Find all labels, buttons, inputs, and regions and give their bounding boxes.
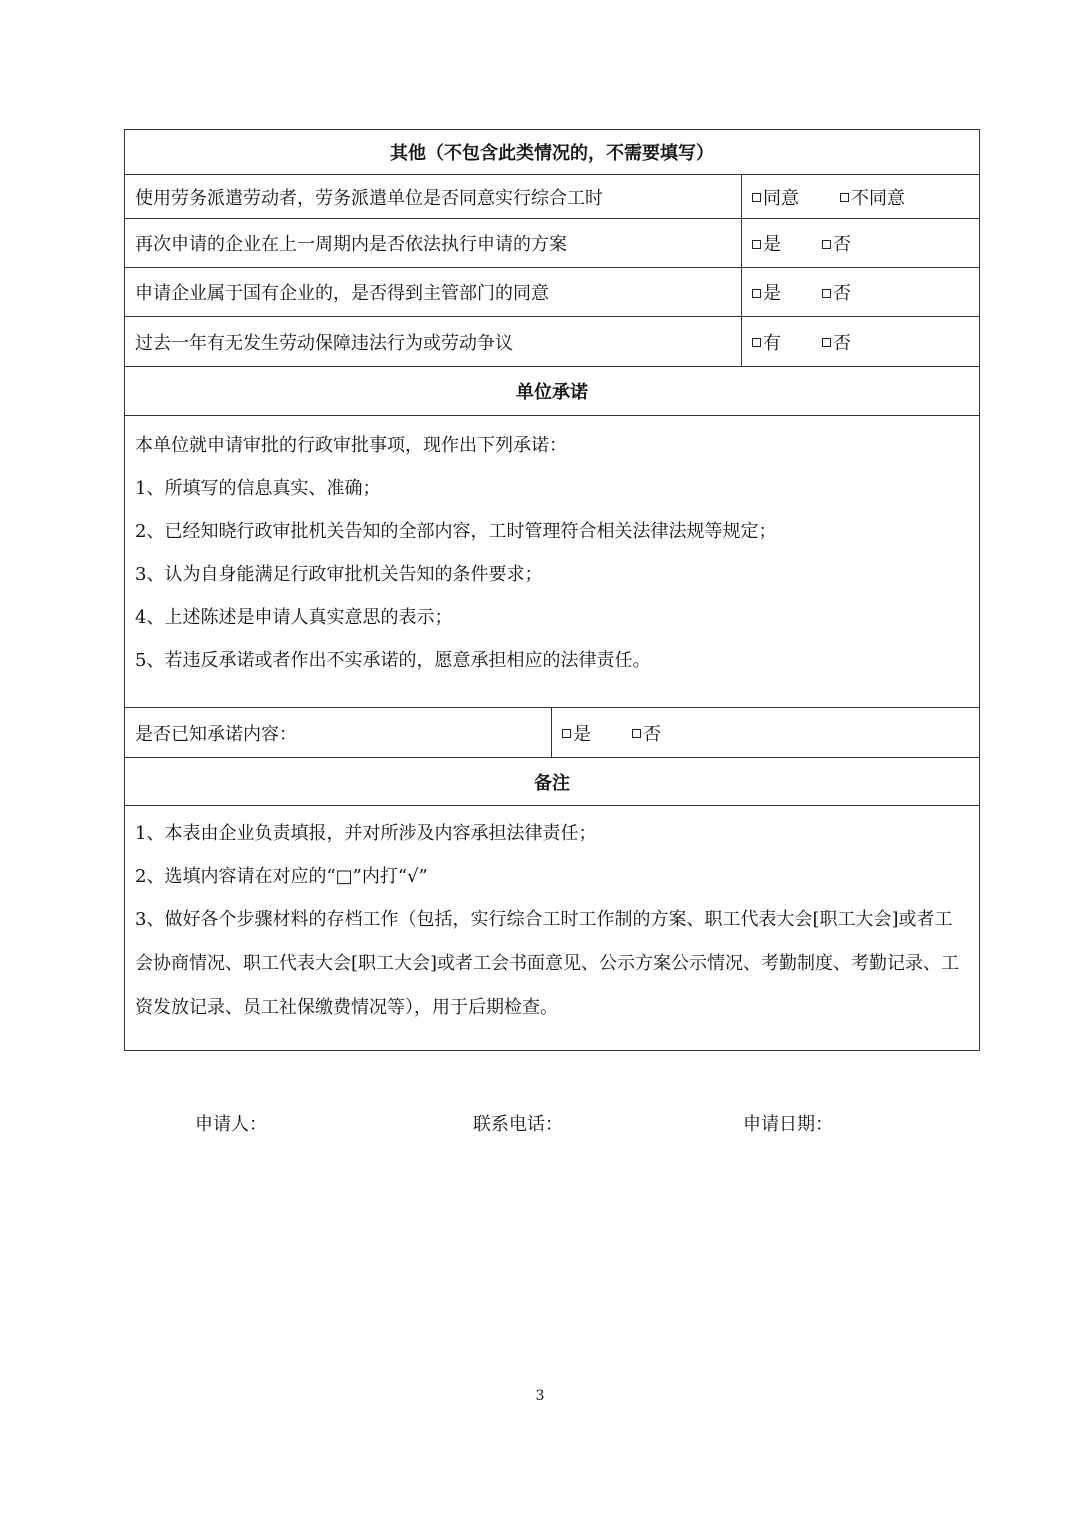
option-label: 有 xyxy=(763,332,781,354)
application-form-table xyxy=(124,129,980,1051)
commitment-ack-question: 是否已知承诺内容： xyxy=(125,708,552,758)
phone-label: 联系电话： xyxy=(473,1114,563,1135)
applicant-label: 申请人： xyxy=(195,1114,267,1135)
checkbox-icon[interactable] xyxy=(752,338,761,347)
commitment-section-header: 单位承诺 xyxy=(125,367,980,416)
checkbox-icon[interactable] xyxy=(632,729,641,738)
other-options-2 xyxy=(742,219,980,268)
checkbox-icon[interactable] xyxy=(562,729,571,738)
option-no[interactable] xyxy=(822,329,851,355)
other-question-1: 使用劳务派遣劳动者，劳务派遣单位是否同意实行综合工时 xyxy=(125,175,742,219)
remark-item-2: 2、选填内容请在对应的“□”内打“√” xyxy=(135,866,428,887)
option-label: 同意 xyxy=(763,187,799,209)
checkbox-icon[interactable] xyxy=(840,193,849,202)
checkbox-icon[interactable] xyxy=(822,338,831,347)
checkbox-icon[interactable] xyxy=(752,193,761,202)
checkbox-icon[interactable] xyxy=(752,240,761,249)
option-label: 否 xyxy=(833,283,851,304)
other-question-3: 申请企业属于国有企业的，是否得到主管部门的同意 xyxy=(125,268,742,317)
checkbox-icon[interactable] xyxy=(822,240,831,249)
date-label: 申请日期： xyxy=(743,1114,833,1135)
remarks-body xyxy=(125,806,980,1051)
commitment-body xyxy=(125,416,980,708)
other-section-header: 其他（不包含此类情况的，不需要填写） xyxy=(125,130,980,175)
commitment-item-1: 1、所填写的信息真实、准确； xyxy=(135,478,381,499)
checkbox-icon[interactable] xyxy=(752,289,761,298)
option-have[interactable] xyxy=(752,329,822,355)
other-options-1 xyxy=(742,175,980,219)
option-yes[interactable] xyxy=(752,279,822,305)
commitment-intro: 本单位就申请审批的行政审批事项，现作出下列承诺： xyxy=(135,435,567,456)
page-number: 3 xyxy=(535,1388,545,1404)
remarks-section-header: 备注 xyxy=(125,758,980,806)
option-label: 否 xyxy=(833,234,851,255)
commitment-item-4: 4、上述陈述是申请人真实意思的表示； xyxy=(135,607,453,628)
commitment-item-2: 2、已经知晓行政审批机关告知的全部内容，工时管理符合相关法律法规等规定； xyxy=(135,521,777,542)
option-label: 是 xyxy=(763,234,781,255)
option-agree[interactable] xyxy=(752,184,840,210)
commitment-item-3: 3、认为自身能满足行政审批机关告知的条件要求； xyxy=(135,564,543,585)
option-label: 不同意 xyxy=(851,187,905,209)
option-label: 是 xyxy=(573,723,591,745)
checkbox-icon[interactable] xyxy=(822,289,831,298)
remark-item-3: 3、做好各个步骤材料的存档工作（包括，实行综合工时工作制的方案、职工代表大会[职工大会]或者工会协商情况、职工代表大会[职工大会]或者工会书面意见、公示方案公示情况、考勤制度、考勤记录、工资发放记录、员工社保缴费情况等），用于后期检查。 xyxy=(135,909,960,1018)
option-label: 是 xyxy=(763,283,781,304)
other-options-4 xyxy=(742,317,980,367)
option-no[interactable] xyxy=(822,230,851,256)
option-disagree[interactable] xyxy=(840,184,905,210)
remark-item-1: 1、本表由企业负责填报，并对所涉及内容承担法律责任； xyxy=(135,823,597,844)
other-options-3 xyxy=(742,268,980,317)
option-no[interactable] xyxy=(822,279,851,305)
other-question-2: 再次申请的企业在上一周期内是否依法执行申请的方案 xyxy=(125,219,742,268)
option-label: 否 xyxy=(643,723,661,745)
commitment-ack-options xyxy=(552,708,980,758)
option-yes[interactable] xyxy=(752,230,822,256)
option-no[interactable] xyxy=(632,720,661,746)
other-question-4: 过去一年有无发生劳动保障违法行为或劳动争议 xyxy=(125,317,742,367)
option-yes[interactable] xyxy=(562,720,632,746)
option-label: 否 xyxy=(833,332,851,354)
commitment-item-5: 5、若违反承诺或者作出不实承诺的，愿意承担相应的法律责任。 xyxy=(135,650,651,671)
